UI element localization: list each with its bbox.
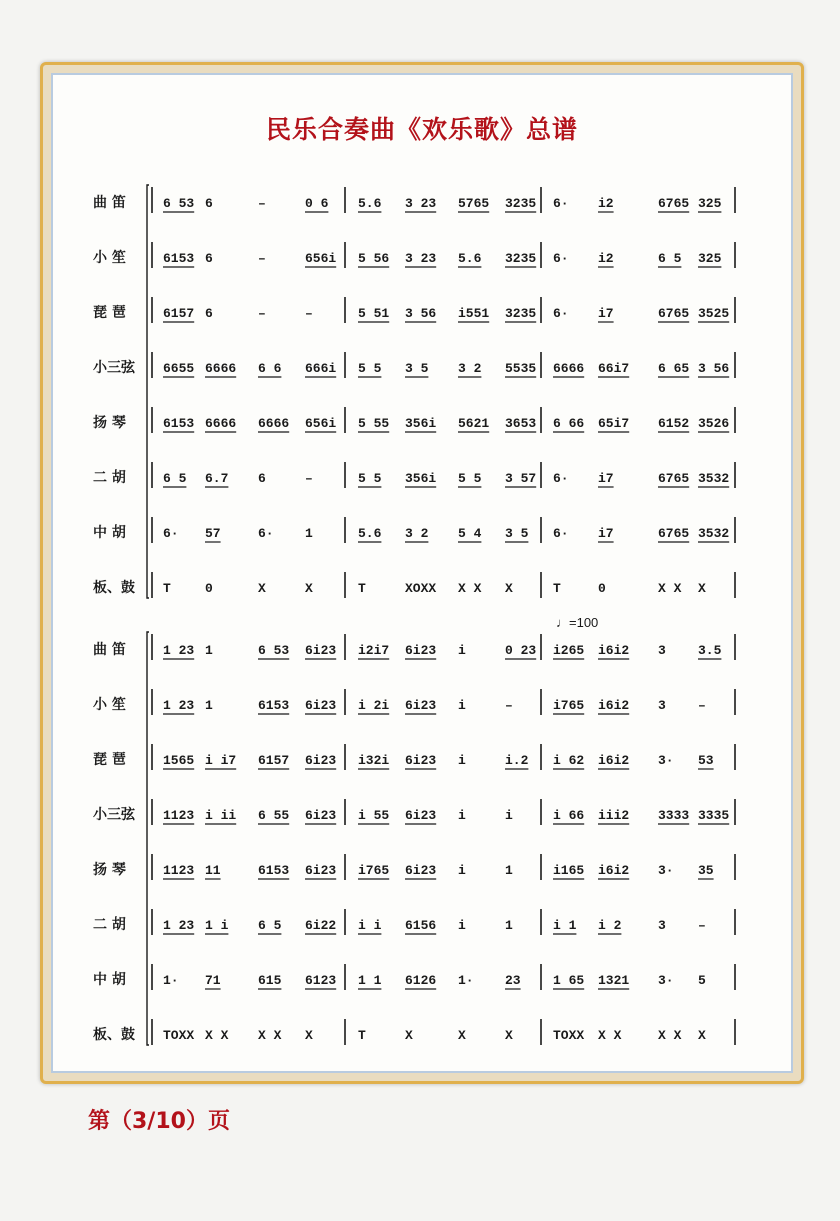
note-group: – — [305, 471, 313, 486]
note-group: i — [458, 643, 466, 658]
note-group: – — [258, 251, 266, 266]
note-group: 6· — [163, 526, 179, 541]
note-group: 1123 — [163, 863, 195, 878]
note-group: 6· — [553, 196, 569, 211]
note-group: 6 — [205, 196, 213, 211]
note-group: 65i7 — [598, 416, 630, 431]
note-group: i7 — [598, 471, 614, 486]
note-group: X — [505, 581, 513, 596]
note-group: 3 — [658, 643, 666, 658]
note-group: 6126 — [405, 973, 437, 988]
note-group: 6i23 — [405, 753, 437, 768]
note-group: i — [458, 918, 466, 933]
note-group: 3 5 — [405, 361, 429, 376]
note-group: 57 — [205, 526, 221, 541]
note-group: 1 — [505, 918, 513, 933]
note-group: 53 — [698, 753, 714, 768]
note-group: 6153 — [163, 251, 195, 266]
note-group: i 55 — [358, 808, 390, 823]
note-group: 6 65 — [658, 361, 690, 376]
note-group: 6 53 — [163, 196, 195, 211]
note-group: i32i — [358, 753, 390, 768]
note-group: X — [305, 581, 313, 596]
note-group: 6i23 — [305, 753, 337, 768]
instrument-label: 二 胡 — [93, 917, 126, 933]
note-group: 1321 — [598, 973, 630, 988]
note-group: X X — [458, 581, 482, 596]
note-group: X — [258, 581, 266, 596]
note-group: 356i — [405, 416, 437, 431]
note-group: 6153 — [258, 863, 290, 878]
instrument-label: 板、鼓 — [93, 580, 135, 596]
note-group: 0 6 — [305, 196, 329, 211]
note-group: i — [505, 808, 513, 823]
instrument-label: 小 笙 — [93, 250, 126, 266]
note-group: i ii — [205, 808, 237, 823]
instrument-label: 二 胡 — [93, 470, 126, 486]
note-group: 6· — [553, 526, 569, 541]
note-group: i2 — [598, 196, 614, 211]
score-sheet — [51, 73, 793, 1073]
note-group: 3· — [658, 753, 674, 768]
note-group: X — [505, 1028, 513, 1043]
note-group: 6666 — [553, 361, 585, 376]
note-group: 6 53 — [258, 643, 290, 658]
note-group: 6157 — [163, 306, 195, 321]
note-group: 6157 — [258, 753, 290, 768]
note-group: – — [305, 306, 313, 321]
note-group: 6i23 — [305, 643, 337, 658]
note-group: 6 — [205, 251, 213, 266]
note-group: 5 5 — [358, 361, 382, 376]
note-group: 1 i — [205, 918, 229, 933]
note-group: 3235 — [505, 306, 537, 321]
note-group: i265 — [553, 643, 585, 658]
note-group: i 2 — [598, 918, 622, 933]
note-group: 5 51 — [358, 306, 390, 321]
note-group: i.2 — [505, 753, 529, 768]
note-group: 6156 — [405, 918, 437, 933]
note-group: 6765 — [658, 526, 690, 541]
note-group: i6i2 — [598, 698, 630, 713]
note-group: 6· — [258, 526, 274, 541]
note-group: 5 5 — [358, 471, 382, 486]
note-group: i7 — [598, 306, 614, 321]
note-group: X X — [205, 1028, 229, 1043]
note-group: 1 23 — [163, 643, 195, 658]
note-group: 23 — [505, 973, 521, 988]
note-group: 6153 — [163, 416, 195, 431]
note-group: 3· — [658, 973, 674, 988]
note-group: 5 56 — [358, 251, 390, 266]
note-group: 5.6 — [358, 196, 382, 211]
note-group: 3 23 — [405, 251, 437, 266]
instrument-label: 琵 琶 — [93, 752, 126, 768]
note-group: 6765 — [658, 471, 690, 486]
note-group: i — [458, 698, 466, 713]
note-group: 3 — [658, 918, 666, 933]
instrument-label: 小三弦 — [93, 807, 135, 823]
note-group: 6· — [553, 251, 569, 266]
note-group: T — [553, 581, 561, 596]
note-group: X — [698, 1028, 706, 1043]
note-group: 6i23 — [405, 698, 437, 713]
note-group: T — [358, 581, 366, 596]
note-group: 3 23 — [405, 196, 437, 211]
note-group: 6i22 — [305, 918, 337, 933]
page-number-label: 第（3/10）页 — [88, 1109, 230, 1134]
note-group: 6666 — [258, 416, 290, 431]
instrument-label: 扬 琴 — [93, 862, 126, 878]
note-group: 5 55 — [358, 416, 390, 431]
note-group: X — [698, 581, 706, 596]
note-group: i i7 — [205, 753, 237, 768]
note-group: 1· — [458, 973, 474, 988]
note-group: i6i2 — [598, 863, 630, 878]
instrument-label: 板、鼓 — [93, 1027, 135, 1043]
note-group: 0 — [205, 581, 213, 596]
note-group: T — [163, 581, 171, 596]
note-group: i6i2 — [598, 643, 630, 658]
note-group: – — [258, 196, 266, 211]
note-group: 6666 — [205, 361, 237, 376]
note-group: 5535 — [505, 361, 537, 376]
note-group: i 2i — [358, 698, 390, 713]
note-group: 6765 — [658, 196, 690, 211]
note-group: i551 — [458, 306, 490, 321]
note-group: 3· — [658, 863, 674, 878]
note-group: 6 — [258, 471, 266, 486]
note-group: – — [698, 918, 706, 933]
note-group: XOXX — [405, 581, 437, 596]
instrument-label: 琵 琶 — [93, 305, 126, 321]
note-group: 3526 — [698, 416, 730, 431]
note-group: 356i — [405, 471, 437, 486]
note-group: 66i7 — [598, 361, 630, 376]
note-group: 1 23 — [163, 918, 195, 933]
note-group: i765 — [358, 863, 390, 878]
document-frame — [40, 62, 804, 1084]
note-group: 3 56 — [405, 306, 437, 321]
instrument-label: 曲 笛 — [93, 195, 126, 211]
note-group: 1 — [205, 698, 213, 713]
note-group: 6765 — [658, 306, 690, 321]
note-group: 3532 — [698, 471, 730, 486]
score-notation — [53, 75, 795, 1075]
instrument-label: 中 胡 — [93, 972, 126, 988]
note-group: i6i2 — [598, 753, 630, 768]
note-group: 5 — [698, 973, 706, 988]
note-group: i i — [358, 918, 382, 933]
note-group: 35 — [698, 863, 714, 878]
system-brace — [147, 632, 149, 1045]
note-group: 656i — [305, 251, 337, 266]
instrument-label: 小 笙 — [93, 697, 126, 713]
note-group: i165 — [553, 863, 585, 878]
note-group: 656i — [305, 416, 337, 431]
note-group: X X — [658, 581, 682, 596]
note-group: 3235 — [505, 251, 537, 266]
note-group: 5 5 — [458, 471, 482, 486]
note-group: 3 56 — [698, 361, 730, 376]
note-group: 666i — [305, 361, 337, 376]
note-group: 6i23 — [405, 808, 437, 823]
note-group: 5.6 — [458, 251, 482, 266]
note-group: 3525 — [698, 306, 730, 321]
note-group: 0 23 — [505, 643, 537, 658]
note-group: 1 65 — [553, 973, 585, 988]
note-group: 1565 — [163, 753, 195, 768]
note-group: 5765 — [458, 196, 490, 211]
note-group: 6· — [553, 471, 569, 486]
note-group: 3.5 — [698, 643, 722, 658]
note-group: 1 — [305, 526, 313, 541]
note-group: 1· — [163, 973, 179, 988]
note-group: 6i23 — [405, 643, 437, 658]
note-group: i765 — [553, 698, 585, 713]
note-group: 6i23 — [405, 863, 437, 878]
note-group: 325 — [698, 196, 722, 211]
note-group: 3653 — [505, 416, 537, 431]
note-group: 11 — [205, 863, 221, 878]
note-group: 6153 — [258, 698, 290, 713]
note-group: i2 — [598, 251, 614, 266]
note-group: i — [458, 863, 466, 878]
note-group: iii2 — [598, 808, 630, 823]
tempo-mark: ♩=100 — [556, 615, 599, 630]
note-group: 6 6 — [258, 361, 282, 376]
note-group: TOXX — [163, 1028, 195, 1043]
note-group: X X — [658, 1028, 682, 1043]
note-group: 3235 — [505, 196, 537, 211]
note-group: 6i23 — [305, 808, 337, 823]
note-group: 71 — [205, 973, 221, 988]
note-group: 6.7 — [205, 471, 229, 486]
note-group: 5 4 — [458, 526, 482, 541]
note-group: 3 5 — [505, 526, 529, 541]
note-group: i7 — [598, 526, 614, 541]
note-group: T — [358, 1028, 366, 1043]
note-group: i 1 — [553, 918, 577, 933]
note-group: 6i23 — [305, 698, 337, 713]
note-group: – — [698, 698, 706, 713]
note-group: X X — [258, 1028, 282, 1043]
note-group: i — [458, 753, 466, 768]
note-group: 6 5 — [658, 251, 682, 266]
note-group: 3 2 — [405, 526, 429, 541]
note-group: 6 — [205, 306, 213, 321]
note-group: 615 — [258, 973, 282, 988]
note-group: X — [405, 1028, 413, 1043]
note-group: – — [505, 698, 513, 713]
page-title: 民乐合奏曲《欢乐歌》总谱 — [265, 115, 578, 144]
note-group: 6i23 — [305, 863, 337, 878]
note-group: 6 55 — [258, 808, 290, 823]
note-group: 1123 — [163, 808, 195, 823]
note-group: 5.6 — [358, 526, 382, 541]
note-group: 6123 — [305, 973, 337, 988]
note-group: i 66 — [553, 808, 585, 823]
note-group: – — [258, 306, 266, 321]
note-group: 1 23 — [163, 698, 195, 713]
note-group: 3532 — [698, 526, 730, 541]
note-group: 3 57 — [505, 471, 537, 486]
note-group: X — [458, 1028, 466, 1043]
note-group: X — [305, 1028, 313, 1043]
note-group: 0 — [598, 581, 606, 596]
note-group: 3333 — [658, 808, 690, 823]
instrument-label: 中 胡 — [93, 525, 126, 541]
note-group: 3335 — [698, 808, 730, 823]
note-group: 1 — [205, 643, 213, 658]
note-group: 6· — [553, 306, 569, 321]
note-group: 325 — [698, 251, 722, 266]
note-group: 6 5 — [258, 918, 282, 933]
system-brace — [147, 185, 149, 598]
note-group: i 62 — [553, 753, 585, 768]
note-group: 1 — [505, 863, 513, 878]
note-group: 3 — [658, 698, 666, 713]
note-group: 6 5 — [163, 471, 187, 486]
instrument-label: 扬 琴 — [93, 415, 126, 431]
note-group: 1 1 — [358, 973, 382, 988]
note-group: 3 2 — [458, 361, 482, 376]
note-group: 6152 — [658, 416, 690, 431]
instrument-label: 小三弦 — [93, 360, 135, 376]
instrument-label: 曲 笛 — [93, 642, 126, 658]
note-group: 6 66 — [553, 416, 585, 431]
note-group: TOXX — [553, 1028, 585, 1043]
note-group: X X — [598, 1028, 622, 1043]
note-group: i — [458, 808, 466, 823]
note-group: 6666 — [205, 416, 237, 431]
note-group: i2i7 — [358, 643, 390, 658]
note-group: 5621 — [458, 416, 490, 431]
note-group: 6655 — [163, 361, 195, 376]
